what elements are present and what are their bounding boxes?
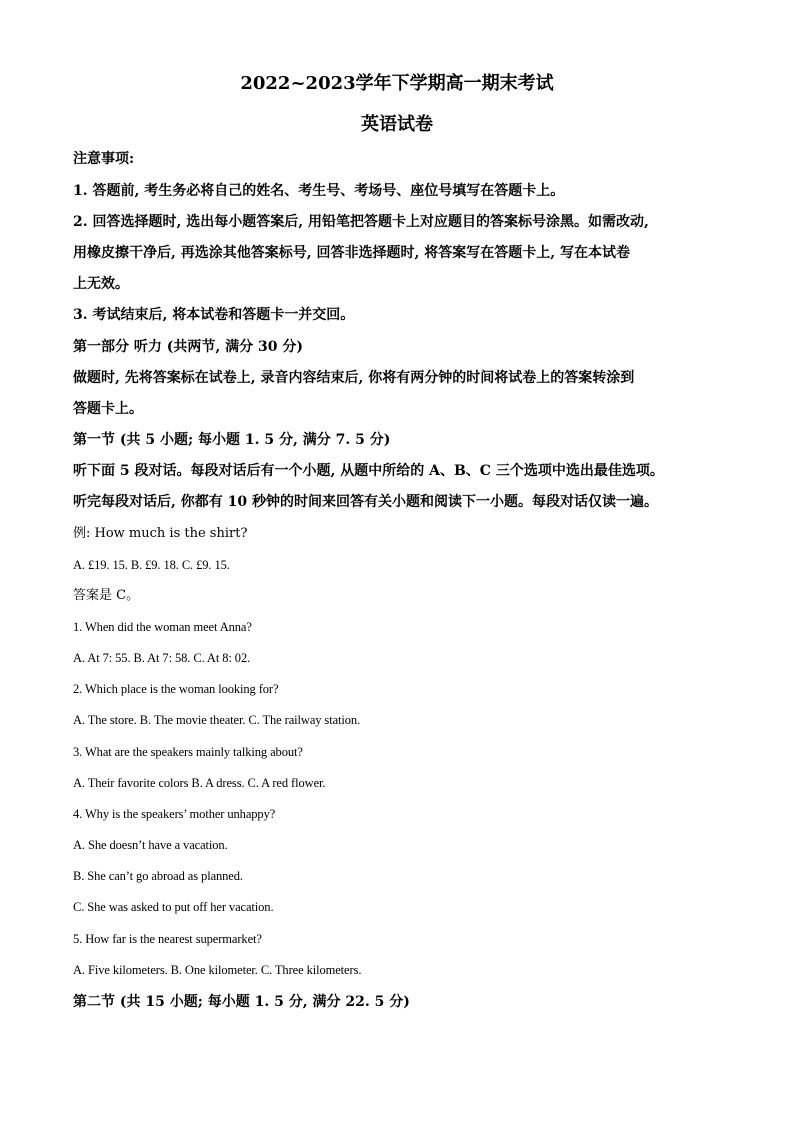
- notice-item-2-line-2: 用橡皮擦干净后, 再选涂其他答案标号, 回答非选择题时, 将答案写在答题卡上, 写在本试卷: [73, 245, 630, 261]
- page-title: 2022~2023学年下学期高一期末考试: [240, 73, 554, 94]
- notice-heading: 注意事项:: [73, 151, 135, 167]
- part1-heading: 第一部分 听力 (共两节, 满分 30 分): [73, 339, 303, 355]
- question-4-option-b: B. She can’t go abroad as planned.: [73, 869, 243, 883]
- notice-item-3: 3. 考试结束后, 将本试卷和答题卡一并交回。: [73, 307, 355, 323]
- notice-item-2-line-1: 2. 回答选择题时, 选出每小题答案后, 用铅笔把答题卡上对应题目的答案标号涂黑。如需改动,: [73, 214, 649, 230]
- section1-instruction-line-2: 听完每段对话后, 你都有 10 秒钟的时间来回答有关小题和阅读下一小题。每段对话仅读一遍。: [73, 494, 658, 510]
- example-options: A. £19. 15. B. £9. 18. C. £9. 15.: [73, 558, 230, 572]
- question-4-option-a: A. She doesn’t have a vacation.: [73, 838, 228, 852]
- notice-item-2-line-3: 上无效。: [73, 276, 129, 292]
- question-5-options: A. Five kilometers. B. One kilometer. C. Three kilometers.: [73, 963, 362, 977]
- page-subtitle: 英语试卷: [361, 114, 433, 135]
- question-5: 5. How far is the nearest supermarket?: [73, 932, 262, 946]
- question-4: 4. Why is the speakers’ mother unhappy?: [73, 807, 276, 821]
- section2-heading: 第二节 (共 15 小题; 每小题 1. 5 分, 满分 22. 5 分): [73, 994, 410, 1010]
- section1-instruction-line-1: 听下面 5 段对话。每段对话后有一个小题, 从题中所给的 A、B、C 三个选项中选出最佳选项。: [73, 463, 664, 479]
- question-1-options: A. At 7: 55. B. At 7: 58. C. At 8: 02.: [73, 651, 251, 665]
- question-3-options: A. Their favorite colors B. A dress. C. A red flower.: [73, 776, 326, 790]
- question-2-options: A. The store. B. The movie theater. C. The railway station.: [73, 713, 361, 727]
- question-3: 3. What are the speakers mainly talking about?: [73, 745, 303, 759]
- part1-instruction-line-2: 答题卡上。: [73, 401, 143, 417]
- part1-instruction-line-1: 做题时, 先将答案标在试卷上, 录音内容结束后, 你将有两分钟的时间将试卷上的答案转涂到: [73, 370, 635, 386]
- question-2: 2. Which place is the woman looking for?: [73, 682, 279, 696]
- question-4-option-c: C. She was asked to put off her vacation.: [73, 900, 274, 914]
- notice-item-1: 1. 答题前, 考生务必将自己的姓名、考生号、考场号、座位号填写在答题卡上。: [73, 183, 565, 199]
- question-1: 1. When did the woman meet Anna?: [73, 620, 252, 634]
- example-question: 例: How much is the shirt?: [73, 526, 248, 541]
- section1-heading: 第一节 (共 5 小题; 每小题 1. 5 分, 满分 7. 5 分): [73, 432, 391, 448]
- example-answer: 答案是 C。: [73, 588, 140, 603]
